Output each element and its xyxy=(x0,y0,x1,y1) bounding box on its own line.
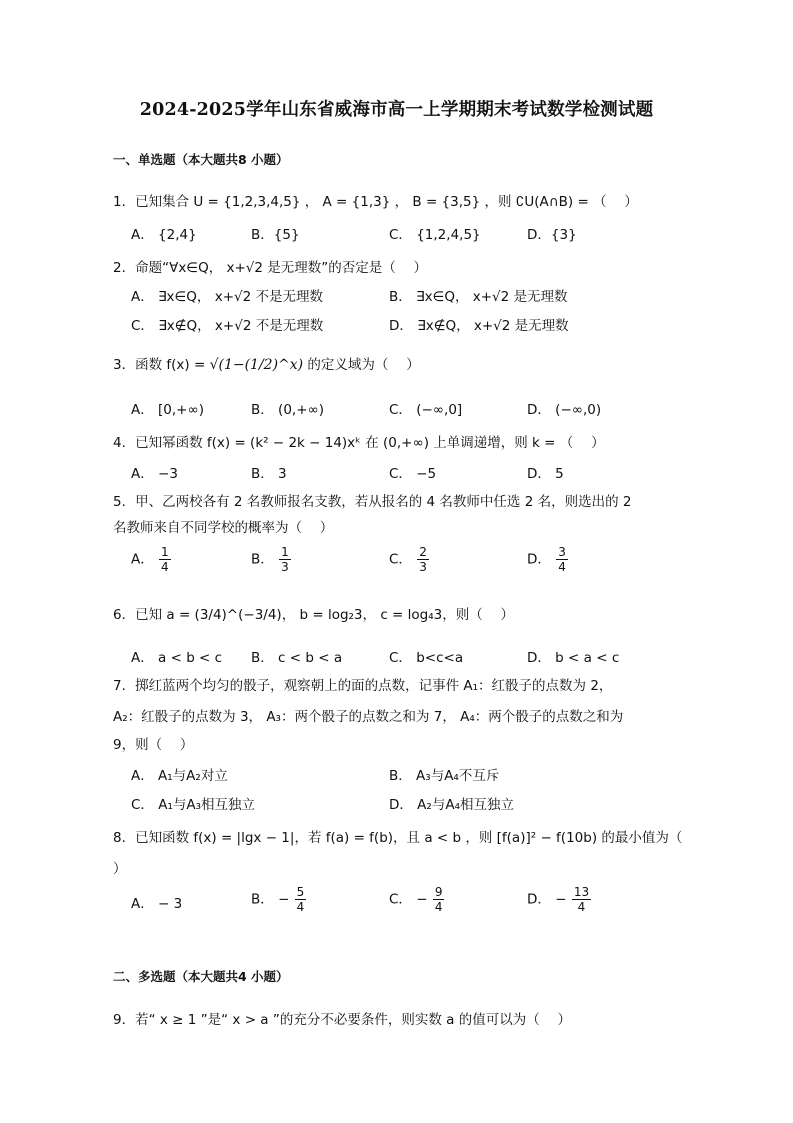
fraction xyxy=(279,545,291,574)
q8-option-b[interactable] xyxy=(251,885,307,914)
denominator: 4 xyxy=(558,560,566,574)
q6-option-c[interactable]: C． b<c<a xyxy=(389,650,464,666)
question-8-line-2: ） xyxy=(113,861,127,877)
q7-option-c[interactable]: C． A₁与A₃相互独立 xyxy=(131,797,256,813)
numerator: 3 xyxy=(558,545,566,559)
q2-option-a[interactable]: A． ∃x∈Q， x+√2 不是无理数 xyxy=(131,289,324,305)
q2-option-b[interactable]: B． ∃x∈Q， x+√2 是无理数 xyxy=(389,289,568,305)
q5-option-c[interactable] xyxy=(389,545,430,574)
denominator: 3 xyxy=(281,560,289,574)
q4-option-c[interactable]: C． −5 xyxy=(389,466,437,482)
section-multiple-choice: 二、多选题（本大题共4 小题） xyxy=(113,969,289,984)
q7-option-b[interactable]: B． A₃与A₄不互斥 xyxy=(389,768,500,784)
q5-option-a[interactable] xyxy=(131,545,172,574)
fraction xyxy=(295,885,307,914)
numerator: 13 xyxy=(573,885,590,899)
q4-option-a[interactable]: A． −3 xyxy=(131,466,178,482)
option-label: D． xyxy=(527,551,551,568)
q7-option-a[interactable]: A． A₁与A₂对立 xyxy=(131,768,228,784)
q5-option-b[interactable] xyxy=(251,545,292,574)
numerator: 5 xyxy=(296,885,305,899)
question-1: 1．已知集合 U = {1,2,3,4,5} ， A = {1,3} ， B = {3,5} ，则 ∁U(A∩B) = （ ） xyxy=(113,194,638,210)
minus-sign: − xyxy=(278,891,290,908)
numerator: 9 xyxy=(434,885,443,899)
denominator: 3 xyxy=(419,560,427,574)
q2-option-c[interactable]: C． ∃x∉Q， x+√2 不是无理数 xyxy=(131,318,324,334)
option-label: A． xyxy=(131,551,154,568)
q3-option-b[interactable]: B． (0,+∞) xyxy=(251,402,325,418)
q8-option-d[interactable] xyxy=(527,885,592,914)
fraction xyxy=(417,545,429,574)
numerator: 1 xyxy=(281,545,289,559)
denominator: 4 xyxy=(577,900,586,914)
q6-option-b[interactable]: B． c < b < a xyxy=(251,650,343,666)
question-8-line-1: 8．已知函数 f(x) = |lgx − 1|，若 f(a) = f(b)，且 a < b ，则 [f(a)]² − f(10b) 的最小值为（ xyxy=(113,830,683,846)
q1-option-d[interactable]: D．{3} xyxy=(527,227,577,243)
question-7-line-2: A₂：红骰子的点数为 3， A₃：两个骰子的点数之和为 7， A₄：两个骰子的点数之和为 xyxy=(113,709,624,725)
option-label: D． xyxy=(527,891,551,908)
fraction xyxy=(159,545,171,574)
q2-option-d[interactable]: D． ∃x∉Q， x+√2 是无理数 xyxy=(389,318,569,334)
question-7-line-3: 9，则（ ） xyxy=(113,737,194,753)
fraction xyxy=(433,885,445,914)
question-3 xyxy=(113,353,420,373)
fraction xyxy=(556,545,568,574)
q4-option-d[interactable]: D． 5 xyxy=(527,466,564,482)
option-label: A． xyxy=(131,896,154,912)
option-label: C． xyxy=(389,891,412,908)
q3-text-pre: 3．函数 f(x) = xyxy=(113,357,210,373)
numerator: 1 xyxy=(161,545,169,559)
question-5-line-1: 5．甲、乙两校各有 2 名教师报名支教，若从报名的 4 名教师中任选 2 名，则选出的 2 xyxy=(113,494,632,510)
q8-option-a[interactable] xyxy=(131,892,182,912)
q3-radical-expression: √(1−(1/2)^x) xyxy=(209,357,304,373)
q6-option-d[interactable]: D． b < a < c xyxy=(527,650,620,666)
q3-option-d[interactable]: D． (−∞,0) xyxy=(527,402,602,418)
denominator: 4 xyxy=(296,900,305,914)
q1-option-a[interactable]: A． {2,4} xyxy=(131,227,197,243)
question-9: 9．若“ x ≥ 1 ”是“ x > a ”的充分不必要条件，则实数 a 的值可以为（ ） xyxy=(113,1012,572,1028)
exam-title: 2024-2025学年山东省威海市高一上学期期末考试数学检测试题 xyxy=(139,100,654,120)
option-label: B． xyxy=(251,891,274,908)
q3-option-a[interactable]: A． [0,+∞) xyxy=(131,402,204,418)
minus-sign: − xyxy=(555,891,567,908)
q8-option-c[interactable] xyxy=(389,885,445,914)
question-5-line-2: 名教师来自不同学校的概率为（ ） xyxy=(113,520,334,536)
q7-option-d[interactable]: D． A₂与A₄相互独立 xyxy=(389,797,514,813)
denominator: 4 xyxy=(161,560,169,574)
minus-sign: − xyxy=(416,891,428,908)
q6-option-a[interactable]: A． a < b < c xyxy=(131,650,223,666)
fraction xyxy=(572,885,591,914)
q3-text-post: 的定义域为（ ） xyxy=(303,357,420,373)
question-6: 6．已知 a = (3/4)^(−3/4)， b = log₂3， c = log₄3，则（ ） xyxy=(113,607,515,623)
denominator: 4 xyxy=(434,900,443,914)
q1-option-c[interactable]: C． {1,2,4,5} xyxy=(389,227,481,243)
section-single-choice: 一、单选题（本大题共8 小题） xyxy=(113,152,289,167)
question-2: 2．命题“∀x∈Q， x+√2 是无理数”的否定是（ ） xyxy=(113,260,428,276)
option-label: C． xyxy=(389,551,412,568)
q5-option-d[interactable] xyxy=(527,545,569,574)
q1-option-b[interactable]: B．{5} xyxy=(251,227,300,243)
q3-option-c[interactable]: C． (−∞,0] xyxy=(389,402,463,418)
q4-option-b[interactable]: B． 3 xyxy=(251,466,287,482)
option-value: − 3 xyxy=(158,896,183,912)
question-4: 4．已知幂函数 f(x) = (k² − 2k − 14)xᵏ 在 (0,+∞) 上单调递增，则 k = （ ） xyxy=(113,435,605,451)
question-7-line-1: 7．掷红蓝两个均匀的骰子，观察朝上的面的点数，记事件 A₁：红骰子的点数为 2， xyxy=(113,678,613,694)
option-label: B． xyxy=(251,551,274,568)
numerator: 2 xyxy=(419,545,427,559)
